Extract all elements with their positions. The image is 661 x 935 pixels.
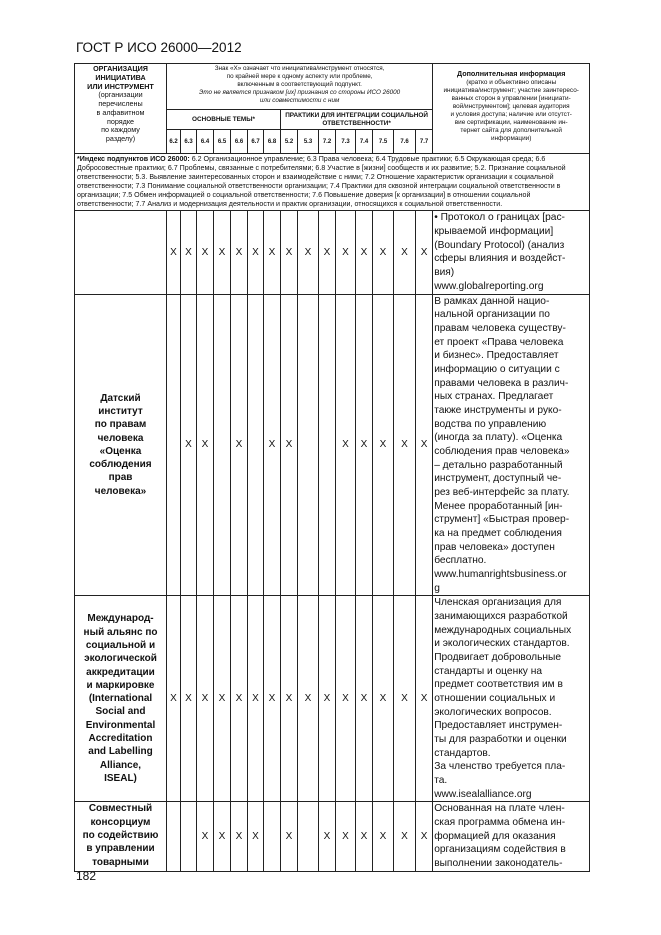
mark-cell: X (416, 596, 433, 802)
table-row (75, 802, 590, 871)
mark-cell: X (356, 211, 373, 294)
mark-cell: X (281, 211, 298, 294)
x-note-line: Знак «X» означает что инициатива/инструмент относятся, (214, 65, 385, 72)
mark-cell: X (394, 211, 416, 294)
column-number: 6.2 (167, 130, 181, 154)
mark-cell: X (181, 211, 197, 294)
additional-info: Членская организация для занимающихся разработкой международных социальных и экологических стандартов. Продвигает добровольные стандарты и оценку на предмет соответствия им в отношении социальных и экологических вопросов. Предоставляет инструмен- ты для разработки и оценки стандартов. За членство требуется пла- та. www.isealalliance.org (433, 596, 590, 802)
mark-cell: X (373, 802, 394, 871)
mark-cell: X (281, 294, 298, 596)
column-number: 6.5 (214, 130, 231, 154)
org-header-line: разделу) (105, 134, 136, 144)
additional-info-line: тернет сайта для дополнительной (460, 127, 562, 134)
column-number: 7.2 (319, 130, 336, 154)
mark-cell: X (416, 294, 433, 596)
mark-cell: X (181, 294, 197, 596)
additional-info: • Протокол о границах [рас- крываемой информации] (Boundary Protocol) (анализ сферы влияния и воздейст- вия) www.globalreporting.org (433, 211, 590, 294)
mark-cell: X (197, 802, 214, 871)
index-legend (75, 154, 590, 211)
mark-cell: X (214, 596, 231, 802)
additional-info-line: ванных сторон в управлении [инициати- (451, 95, 571, 102)
additional-info-line: инициатива/инструмент; участие заинтересо- (443, 87, 579, 94)
org-name: Международ- ный альянс по социальной и экологической аккредитации и маркировке (International Social and Environmental Accreditation and Labelling Alliance, ISEAL) (75, 596, 167, 802)
x-note-line: Это не является признаком [их] признания со стороны ИСО 26000 (198, 88, 401, 96)
mark-cell: X (336, 211, 356, 294)
org-name: Датский институт по правам человека «Оценка соблюдения прав человека» (75, 294, 167, 596)
mark-cell (181, 802, 197, 871)
mark-cell: X (319, 802, 336, 871)
mark-cell: X (264, 596, 281, 802)
mark-cell: X (416, 802, 433, 871)
mark-cell: X (394, 802, 416, 871)
column-number: 6.7 (248, 130, 264, 154)
org-header-line: по каждому (101, 125, 140, 135)
index-label: *Индекс подпунктов ИСО 26000: (77, 155, 190, 163)
mark-cell: X (197, 294, 214, 596)
mark-cell: X (264, 294, 281, 596)
mark-cell: X (248, 802, 264, 871)
mark-cell: X (167, 211, 181, 294)
column-number: 7.6 (394, 130, 416, 154)
table-row (75, 294, 590, 596)
additional-info-title: Дополнительная информация (456, 69, 566, 78)
mark-cell: X (264, 211, 281, 294)
mark-cell: X (356, 596, 373, 802)
mark-cell: X (373, 596, 394, 802)
org-column-header (75, 64, 167, 154)
additional-info-line: информации) (491, 135, 532, 142)
mark-cell: X (231, 294, 248, 596)
column-number: 5.3 (298, 130, 319, 154)
mark-cell: X (231, 802, 248, 871)
mark-cell: X (281, 596, 298, 802)
mark-cell: X (214, 802, 231, 871)
column-number: 6.4 (197, 130, 214, 154)
additional-info: В рамках данной нацио- нальной организации по правам человека существу- ет проект «Права человека и бизнес». Предоставляет информацию о ситуации с правами человека в различ- ных странах. Предлагает также инструменты и руко- водства по управлению (иногда за плату). «Оценка соблюдения прав человека» – детально разработанный инструмент, доступный че- рез веб-интерфейс за плату. Менее проработанный [ин- струмент] «Быстрая провер- ка на предмет соблюдения прав человека» доступен бесплатно. www.humanrightsbusiness.or g (433, 294, 590, 596)
practices-header: ПРАКТИКИ ДЛЯ ИНТЕГРАЦИИ СОЦИАЛЬНОЙ ОТВЕТСТВЕННОСТИ* (281, 110, 433, 130)
mark-cell: X (197, 596, 214, 802)
org-header-line: в алфавитном (96, 107, 145, 117)
column-number: 6.8 (264, 130, 281, 154)
mark-cell (214, 294, 231, 596)
mark-cell (248, 294, 264, 596)
standard-header: ГОСТ Р ИСО 26000—2012 (76, 40, 242, 55)
mark-cell (167, 294, 181, 596)
mark-cell: X (319, 596, 336, 802)
org-name: Совместный консорциум по содействию в управлении товарными (75, 802, 167, 871)
mark-cell: X (214, 211, 231, 294)
additional-info-line: (кратко и объективно описаны (466, 79, 557, 86)
mark-cell (298, 294, 319, 596)
mark-cell: X (373, 211, 394, 294)
x-note-line: или совместимости с ним (259, 96, 340, 104)
org-header-line: ИЛИ ИНСТРУМЕНТ (87, 81, 154, 91)
additional-info-line: вие сертификации, наименование ин- (454, 119, 568, 126)
additional-info-header (433, 64, 590, 154)
org-header-line: перечислены (98, 99, 143, 109)
mark-cell: X (181, 596, 197, 802)
org-header-line: ИНИЦИАТИВА (95, 72, 146, 82)
column-number: 7.5 (373, 130, 394, 154)
mark-cell: X (356, 802, 373, 871)
mark-cell: X (167, 596, 181, 802)
column-number: 6.6 (231, 130, 248, 154)
mark-cell: X (248, 596, 264, 802)
column-number: 7.3 (336, 130, 356, 154)
mark-cell: X (298, 596, 319, 802)
table-row (75, 596, 590, 802)
mark-cell: X (394, 596, 416, 802)
mark-cell: X (281, 802, 298, 871)
page-number: 182 (76, 869, 97, 883)
mark-cell (264, 802, 281, 871)
mark-cell: X (416, 211, 433, 294)
org-name (75, 211, 167, 294)
mark-cell (298, 802, 319, 871)
mark-cell: X (356, 294, 373, 596)
mark-cell: X (231, 211, 248, 294)
org-header-line: (организации (98, 90, 143, 100)
mark-cell: X (248, 211, 264, 294)
mark-cell: X (336, 802, 356, 871)
mark-cell: X (336, 294, 356, 596)
additional-info-line: вой/инструментом]; целевая аудитория (452, 103, 570, 110)
x-mark-note (167, 64, 433, 110)
org-header-line: ОРГАНИЗАЦИЯ (93, 64, 148, 73)
table-row (75, 211, 590, 294)
x-note-line: включенным в соответствующий подпункт. (237, 80, 362, 88)
mark-cell: X (394, 294, 416, 596)
additional-info-line: и условия доступа; наличие или отсутст- (450, 111, 572, 118)
org-header-line: порядке (106, 116, 135, 126)
column-number: 7.4 (356, 130, 373, 154)
index-text: 6.2 Организационное управление; 6.3 Права человека; 6.4 Трудовые практики; 6.5 Окружающая среда; 6.6 Добросовестные практики; 6.7 Проблемы, связанные с потребителями; 6.8 Участие в [жизни] сообществ и их развитие; 5.2. Признание социальной ответственности; 5.3. Выявление заинтересованных сторон и взаимодействие с ними; 7.2 Отношение характеристик организации к социальной ответственности; 7.3 Понимание социальной ответственности организации; 7.4 Практики для сквозной интеграции социальной ответственности в организации; 7.5 Обмен информацией о социальной ответственности; 7.6 Повышение доверия [к организации] в отношении социальной ответственности; 7.7 Анализ и модернизация деятельности и практик организации, относящихся к социальной ответственности. (77, 155, 566, 209)
mark-cell: X (319, 211, 336, 294)
mark-cell (167, 802, 181, 871)
x-note-line: по крайней мере к одному аспекту или проблеме, (226, 72, 373, 80)
core-subjects-header: ОСНОВНЫЕ ТЕМЫ* (167, 110, 281, 130)
column-number: 6.3 (181, 130, 197, 154)
mark-cell (319, 294, 336, 596)
column-number: 5.2 (281, 130, 298, 154)
mark-cell: X (298, 211, 319, 294)
mark-cell: X (197, 211, 214, 294)
mark-cell: X (373, 294, 394, 596)
additional-info: Основанная на плате член- ская программа обмена ин- формацией для оказания организациям содействия в выполнении законодатель- (433, 802, 590, 871)
column-number: 7.7 (416, 130, 433, 154)
mark-cell: X (336, 596, 356, 802)
initiatives-table (74, 63, 590, 872)
mark-cell: X (231, 596, 248, 802)
